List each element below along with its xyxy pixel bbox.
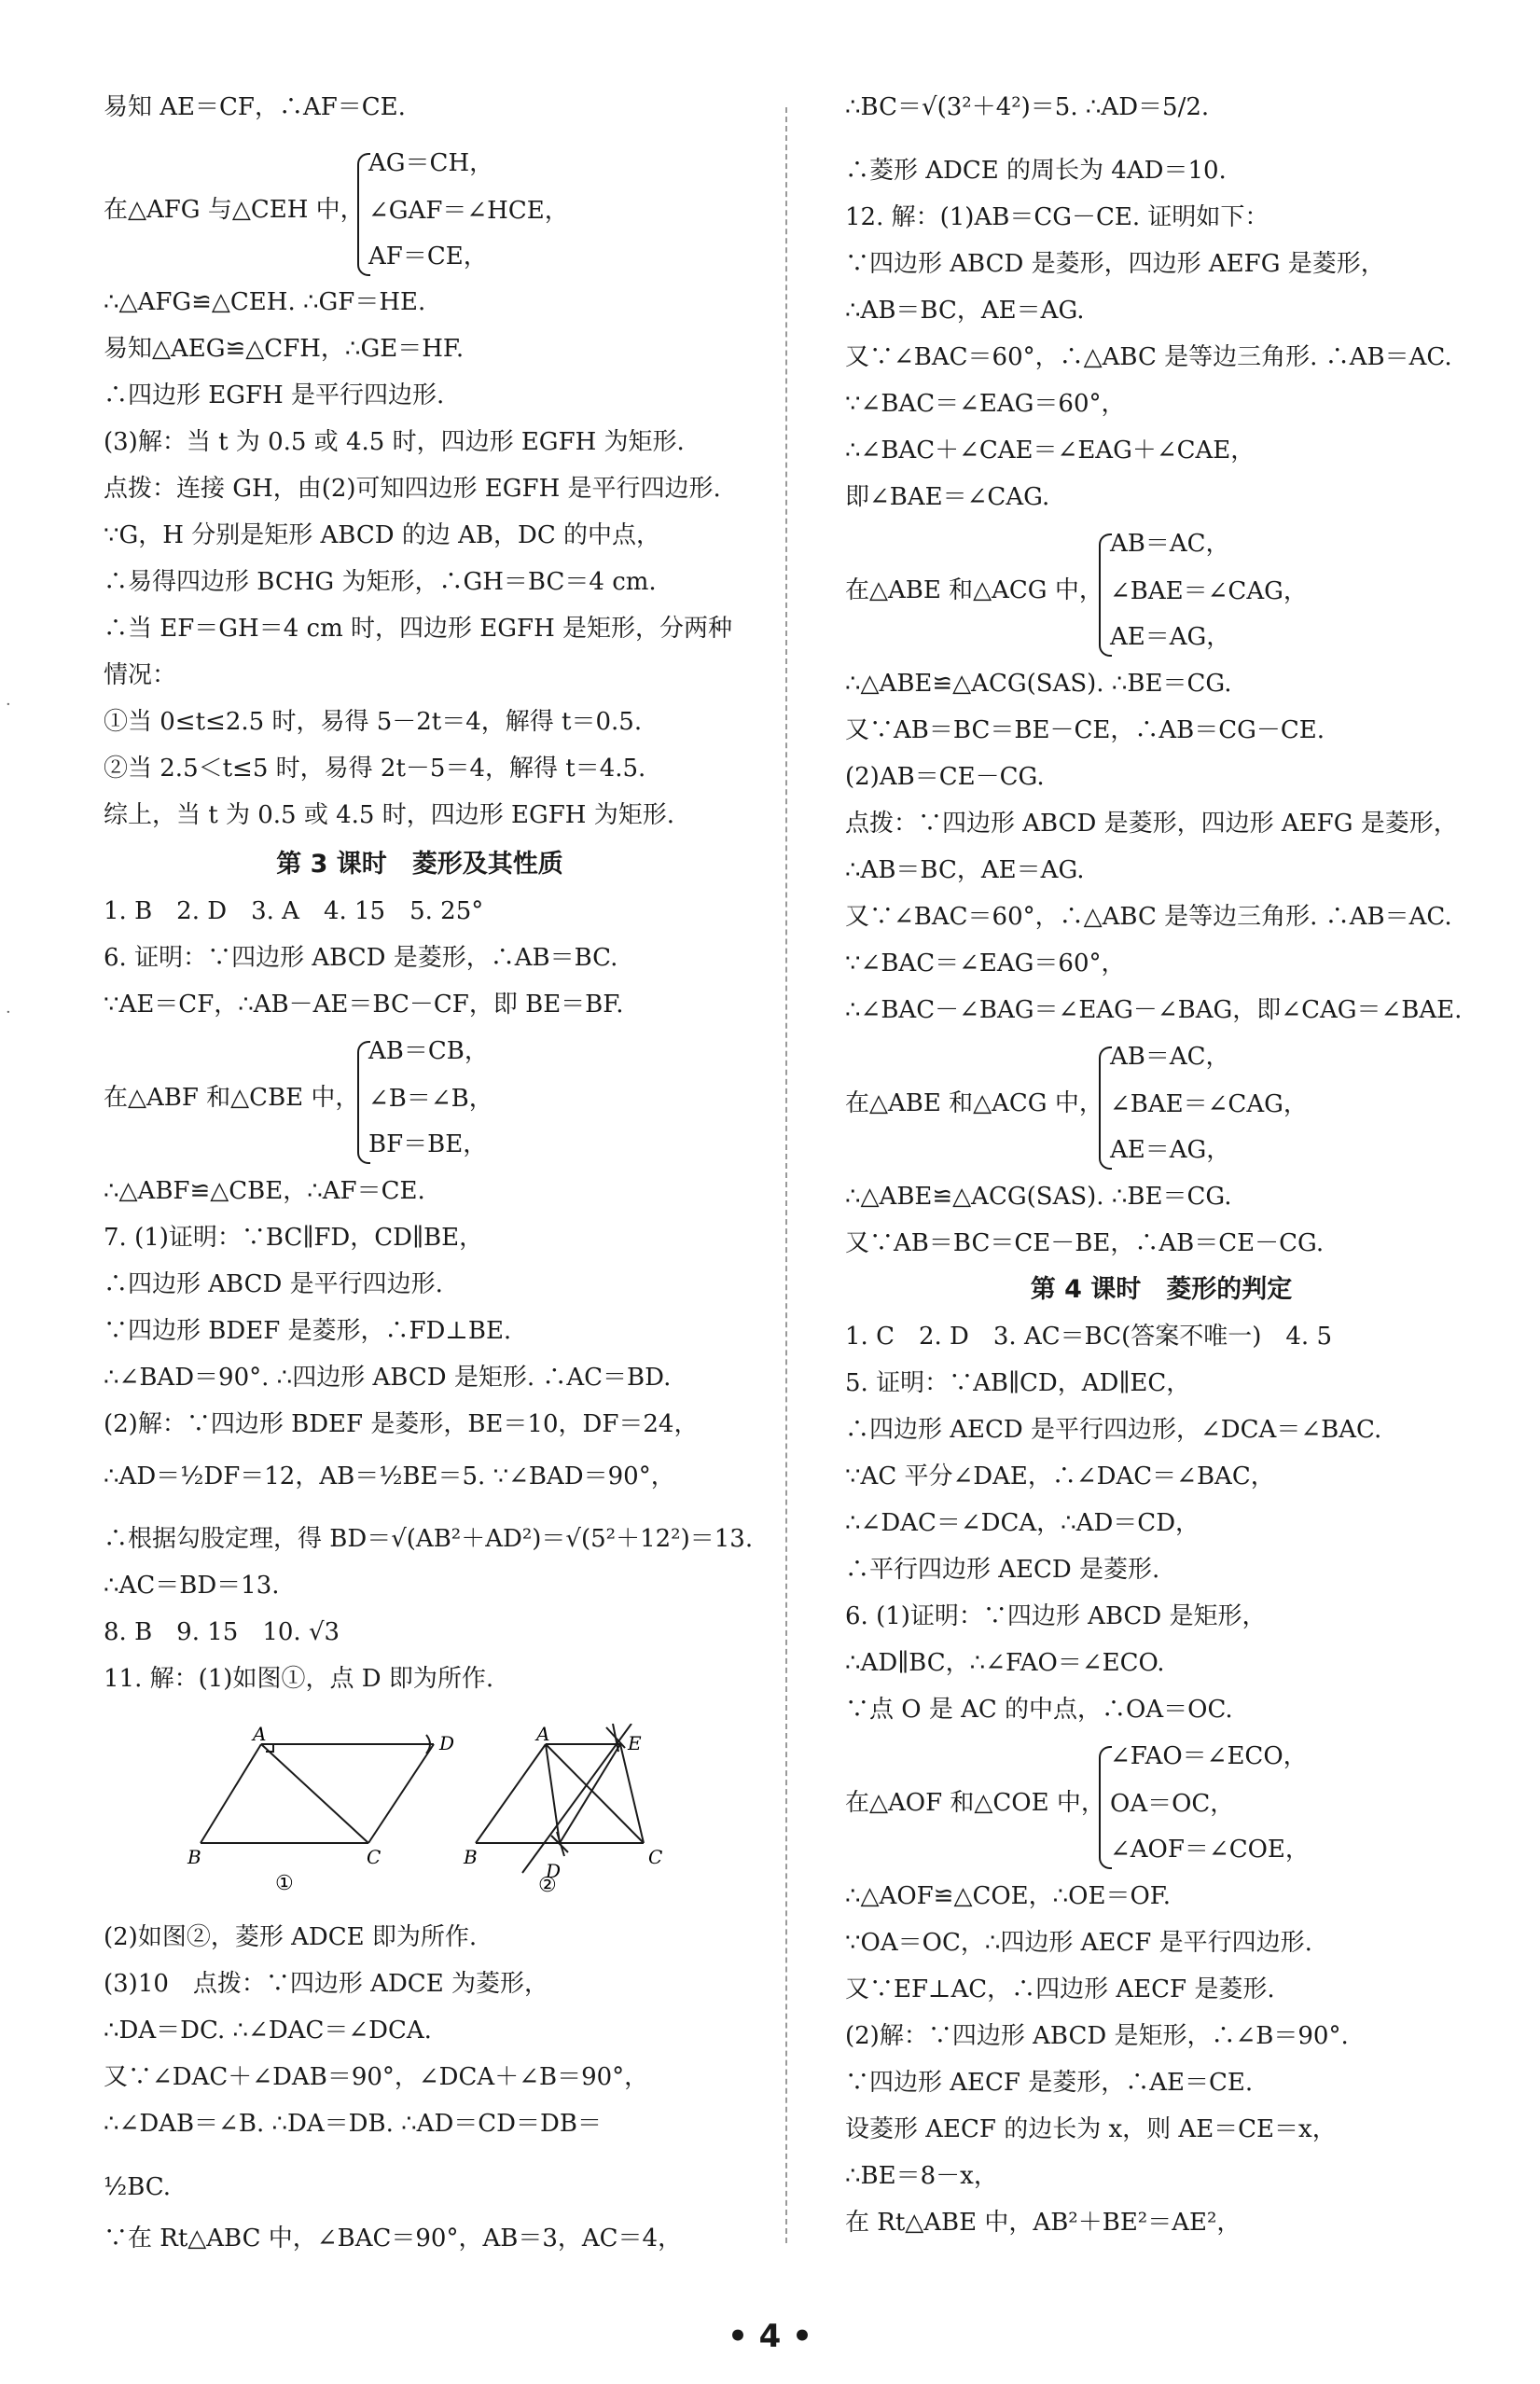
text-line: ∴根据勾股定理，得 BD＝√(AB²＋AD²)＝√(5²＋12²)＝13. xyxy=(104,1525,754,1553)
text-line: 6. (1)证明：∵四边形 ABCD 是矩形， xyxy=(845,1602,1267,1630)
text-line: ∠GAF＝∠HCE， xyxy=(368,197,569,225)
equation-brace xyxy=(1099,534,1112,657)
text-line: ∴菱形 ADCE 的周长为 4AD＝10. xyxy=(845,157,1227,185)
text-line: ∴AD＝½DF＝12，AB＝½BE＝5. ∵∠BAD＝90°， xyxy=(104,1462,675,1490)
text-line: ∵∠BAC＝∠EAG＝60°， xyxy=(845,949,1126,977)
text-line: 综上，当 t 为 0.5 或 4.5 时，四边形 EGFH 为矩形. xyxy=(104,801,674,829)
text-line: ∠B＝∠B， xyxy=(368,1085,493,1113)
segment-ac xyxy=(546,1744,644,1843)
segment-ab xyxy=(201,1744,261,1843)
text-line: 点拨：∵四边形 ABCD 是菱形，四边形 AEFG 是菱形， xyxy=(845,810,1458,838)
text-line: (3)解：当 t 为 0.5 或 4.5 时，四边形 EGFH 为矩形. xyxy=(104,428,685,456)
equation-brace xyxy=(357,153,370,276)
text-line: AF＝CE， xyxy=(368,243,488,270)
text-line: 在△AOF 和△COE 中， xyxy=(845,1789,1105,1817)
column-divider xyxy=(785,107,787,2243)
text-line: 12. 解：(1)AB＝CG－CE. 证明如下： xyxy=(845,203,1269,231)
text-line: ∴DA＝DC. ∴∠DAC＝∠DCA. xyxy=(104,2017,432,2044)
text-line: 在△AFG 与△CEH 中， xyxy=(104,196,365,224)
text-line: 设菱形 AECF 的边长为 x，则 AE＝CE＝x， xyxy=(845,2115,1337,2143)
text-line: ∵四边形 AECF 是菱形，∴AE＝CE. xyxy=(845,2069,1254,2097)
segment-ec xyxy=(620,1744,644,1843)
text-line: 在△ABE 和△ACG 中， xyxy=(845,1089,1103,1117)
text-line: 11. 解：(1)如图①，点 D 即为所作. xyxy=(104,1665,494,1693)
fig2-label-d: D xyxy=(546,1860,562,1882)
text-line: 又∵EF⊥AC，∴四边形 AECF 是菱形. xyxy=(845,1975,1275,2003)
figure-2 xyxy=(476,1724,644,1873)
text-line: BF＝BE， xyxy=(368,1130,488,1158)
text-line: ∠FAO＝∠ECO， xyxy=(1110,1742,1308,1770)
segment-ab xyxy=(476,1744,546,1843)
fig1-label-b: B xyxy=(187,1846,201,1868)
fig1-label-d: D xyxy=(439,1732,455,1754)
text-line: 又∵∠BAC＝60°，∴△ABC 是等边三角形. ∴AB＝AC. xyxy=(845,903,1452,931)
text-line: 又∵∠DAC＋∠DAB＝90°，∠DCA＋∠B＝90°， xyxy=(104,2063,649,2091)
section-heading: 第 3 课时 菱形及其性质 xyxy=(276,850,563,879)
text-line: 1. C 2. D 3. AC＝BC(答案不唯一) 4. 5 xyxy=(845,1323,1333,1351)
text-line: ∵AE＝CF，∴AB－AE＝BC－CF，即 BE＝BF. xyxy=(104,991,624,1019)
equation-brace xyxy=(1099,1046,1112,1170)
text-line: ∵OA＝OC，∴四边形 AECF 是平行四边形. xyxy=(845,1929,1312,1957)
text-line: ∴AD∥BC，∴∠FAO＝∠ECO. xyxy=(845,1649,1165,1677)
text-line: 即∠BAE＝∠CAG. xyxy=(845,483,1050,511)
perpendicular-bisector xyxy=(522,1724,631,1873)
text-line: 在 Rt△ABE 中，AB²＋BE²＝AE²， xyxy=(845,2209,1242,2237)
text-line: 1. B 2. D 3. A 4. 15 5. 25° xyxy=(104,897,484,925)
text-line: AB＝CB， xyxy=(368,1037,489,1065)
text-line: ∵四边形 ABCD 是菱形，四边形 AEFG 是菱形， xyxy=(845,250,1385,278)
text-line: ∴平行四边形 AECD 是菱形. xyxy=(845,1556,1160,1584)
text-line: ∴BE＝8－x， xyxy=(845,2162,998,2190)
margin-mark: · xyxy=(6,1003,11,1022)
fig1-label-a: A xyxy=(253,1724,267,1745)
text-line: ∵AC 平分∠DAE，∴∠DAC＝∠BAC， xyxy=(845,1462,1275,1490)
text-line: 5. 证明：∵AB∥CD，AD∥EC， xyxy=(845,1369,1191,1397)
page-number: • 4 • xyxy=(728,2318,812,2355)
text-line: ∵G，H 分别是矩形 ABCD 的边 AB，DC 的中点， xyxy=(104,521,661,549)
text-line: (2)解：∵四边形 ABCD 是矩形，∴∠B＝90°. xyxy=(845,2022,1349,2050)
text-line: ∴四边形 EGFH 是平行四边形. xyxy=(104,381,445,409)
text-line: ∠BAE＝∠CAG， xyxy=(1110,577,1308,605)
segment-ad xyxy=(546,1744,560,1843)
text-line: ∴△ABE≌△ACG(SAS). ∴BE＝CG. xyxy=(845,670,1232,698)
text-line: 在△ABE 和△ACG 中， xyxy=(845,576,1103,604)
text-line: ∴当 EF＝GH＝4 cm 时，四边形 EGFH 是矩形，分两种 xyxy=(104,615,733,643)
text-line: ∵在 Rt△ABC 中，∠BAC＝90°，AB＝3，AC＝4， xyxy=(104,2225,683,2252)
equation-brace xyxy=(357,1041,370,1164)
text-line: ∴△AOF≌△COE，∴OE＝OF. xyxy=(845,1882,1172,1910)
text-line: (2)解：∵四边形 BDEF 是菱形，BE＝10，DF＝24， xyxy=(104,1410,699,1438)
text-line: ∴∠BAC＋∠CAE＝∠EAG＋∠CAE， xyxy=(845,437,1256,464)
text-line: ∵点 O 是 AC 的中点，∴OA＝OC. xyxy=(845,1696,1233,1724)
text-line: 易知△AEG≌△CFH，∴GE＝HF. xyxy=(104,335,465,363)
text-line: ∠BAE＝∠CAG， xyxy=(1110,1090,1308,1118)
text-line: ∵四边形 BDEF 是菱形，∴FD⊥BE. xyxy=(104,1317,512,1345)
text-line: ∴AB＝BC，AE＝AG. xyxy=(845,297,1085,325)
text-line: AB＝AC， xyxy=(1110,530,1230,558)
text-line: 7. (1)证明：∵BC∥FD，CD∥BE， xyxy=(104,1224,484,1252)
text-line: (2)AB＝CE－CG. xyxy=(845,763,1045,791)
text-line: 又∵∠BAC＝60°，∴△ABC 是等边三角形. ∴AB＝AC. xyxy=(845,343,1452,371)
text-line: AE＝AG， xyxy=(1110,623,1231,651)
section-heading: 第 4 课时 菱形的判定 xyxy=(1030,1275,1293,1304)
text-line: ∴AB＝BC，AE＝AG. xyxy=(845,856,1085,884)
geometry-figures xyxy=(182,1724,704,1893)
text-line: ∵∠BAC＝∠EAG＝60°， xyxy=(845,390,1126,418)
text-line: ∴四边形 ABCD 是平行四边形. xyxy=(104,1270,443,1298)
text-line: 又∵AB＝BC＝BE－CE，∴AB＝CG－CE. xyxy=(845,716,1325,744)
text-line: AB＝AC， xyxy=(1110,1043,1230,1071)
text-line: 在△ABF 和△CBE 中， xyxy=(104,1084,360,1112)
text-line: AE＝AG， xyxy=(1110,1136,1231,1164)
text-line: ∴△ABE≌△ACG(SAS). ∴BE＝CG. xyxy=(845,1183,1232,1211)
fig2-label-b: B xyxy=(464,1846,478,1868)
text-line: ∴AC＝BD＝13. xyxy=(104,1572,280,1600)
text-line: ∴△ABF≌△CBE，∴AF＝CE. xyxy=(104,1177,425,1205)
text-line: ½BC. xyxy=(104,2173,172,2201)
margin-mark: · xyxy=(6,695,11,714)
fig2-label-c: C xyxy=(648,1846,663,1868)
text-line: 易知 AE＝CF，∴AF＝CE. xyxy=(104,93,406,121)
text-line: (2)如图②，菱形 ADCE 即为所作. xyxy=(104,1923,478,1951)
fig1-caption: ① xyxy=(275,1872,294,1893)
segment-ac xyxy=(261,1744,368,1843)
fig2-caption: ② xyxy=(538,1874,557,1893)
text-line: ∴易得四边形 BCHG 为矩形，∴GH＝BC＝4 cm. xyxy=(104,568,657,596)
figure-area xyxy=(182,1724,704,1893)
text-line: 点拨：连接 GH，由(2)可知四边形 EGFH 是平行四边形. xyxy=(104,475,721,503)
text-line: ∴BC＝√(3²＋4²)＝5. ∴AD＝5/2. xyxy=(845,93,1210,121)
text-line: ∴∠BAD＝90°. ∴四边形 ABCD 是矩形. ∴AC＝BD. xyxy=(104,1364,672,1392)
text-line: ∠AOF＝∠COE， xyxy=(1110,1836,1310,1864)
equation-brace xyxy=(1099,1746,1112,1869)
text-line: 又∵AB＝BC＝CE－BE，∴AB＝CE－CG. xyxy=(845,1229,1325,1257)
text-line: 情况： xyxy=(104,661,177,689)
fig1-label-c: C xyxy=(367,1846,382,1868)
text-line: ①当 0≤t≤2.5 时，易得 5－2t＝4，解得 t＝0.5. xyxy=(104,708,643,736)
text-line: OA＝OC， xyxy=(1110,1790,1235,1818)
text-line: (3)10 点拨：∵四边形 ADCE 为菱形， xyxy=(104,1970,548,1998)
text-line: 6. 证明：∵四边形 ABCD 是菱形，∴AB＝BC. xyxy=(104,944,618,972)
text-line: ∴△AFG≌△CEH. ∴GF＝HE. xyxy=(104,288,426,316)
text-line: 8. B 9. 15 10. √3 xyxy=(104,1618,340,1646)
text-line: AG＝CH， xyxy=(368,149,494,177)
segment-cd xyxy=(368,1744,434,1843)
figure-1 xyxy=(201,1735,434,1843)
fig2-label-a: A xyxy=(536,1724,550,1745)
text-line: ②当 2.5＜t≤5 时，易得 2t－5＝4，解得 t＝4.5. xyxy=(104,755,646,783)
fig2-label-e: E xyxy=(628,1732,642,1754)
text-line: ∴四边形 AECD 是平行四边形，∠DCA＝∠BAC. xyxy=(845,1416,1382,1444)
text-line: ∴∠DAC＝∠DCA，∴AD＝CD， xyxy=(845,1509,1200,1537)
segment-de xyxy=(560,1744,620,1843)
text-line: ∴∠DAB＝∠B. ∴DA＝DB. ∴AD＝CD＝DB＝ xyxy=(104,2110,602,2138)
text-line: ∴∠BAC－∠BAG＝∠EAG－∠BAG，即∠CAG＝∠BAE. xyxy=(845,996,1463,1024)
